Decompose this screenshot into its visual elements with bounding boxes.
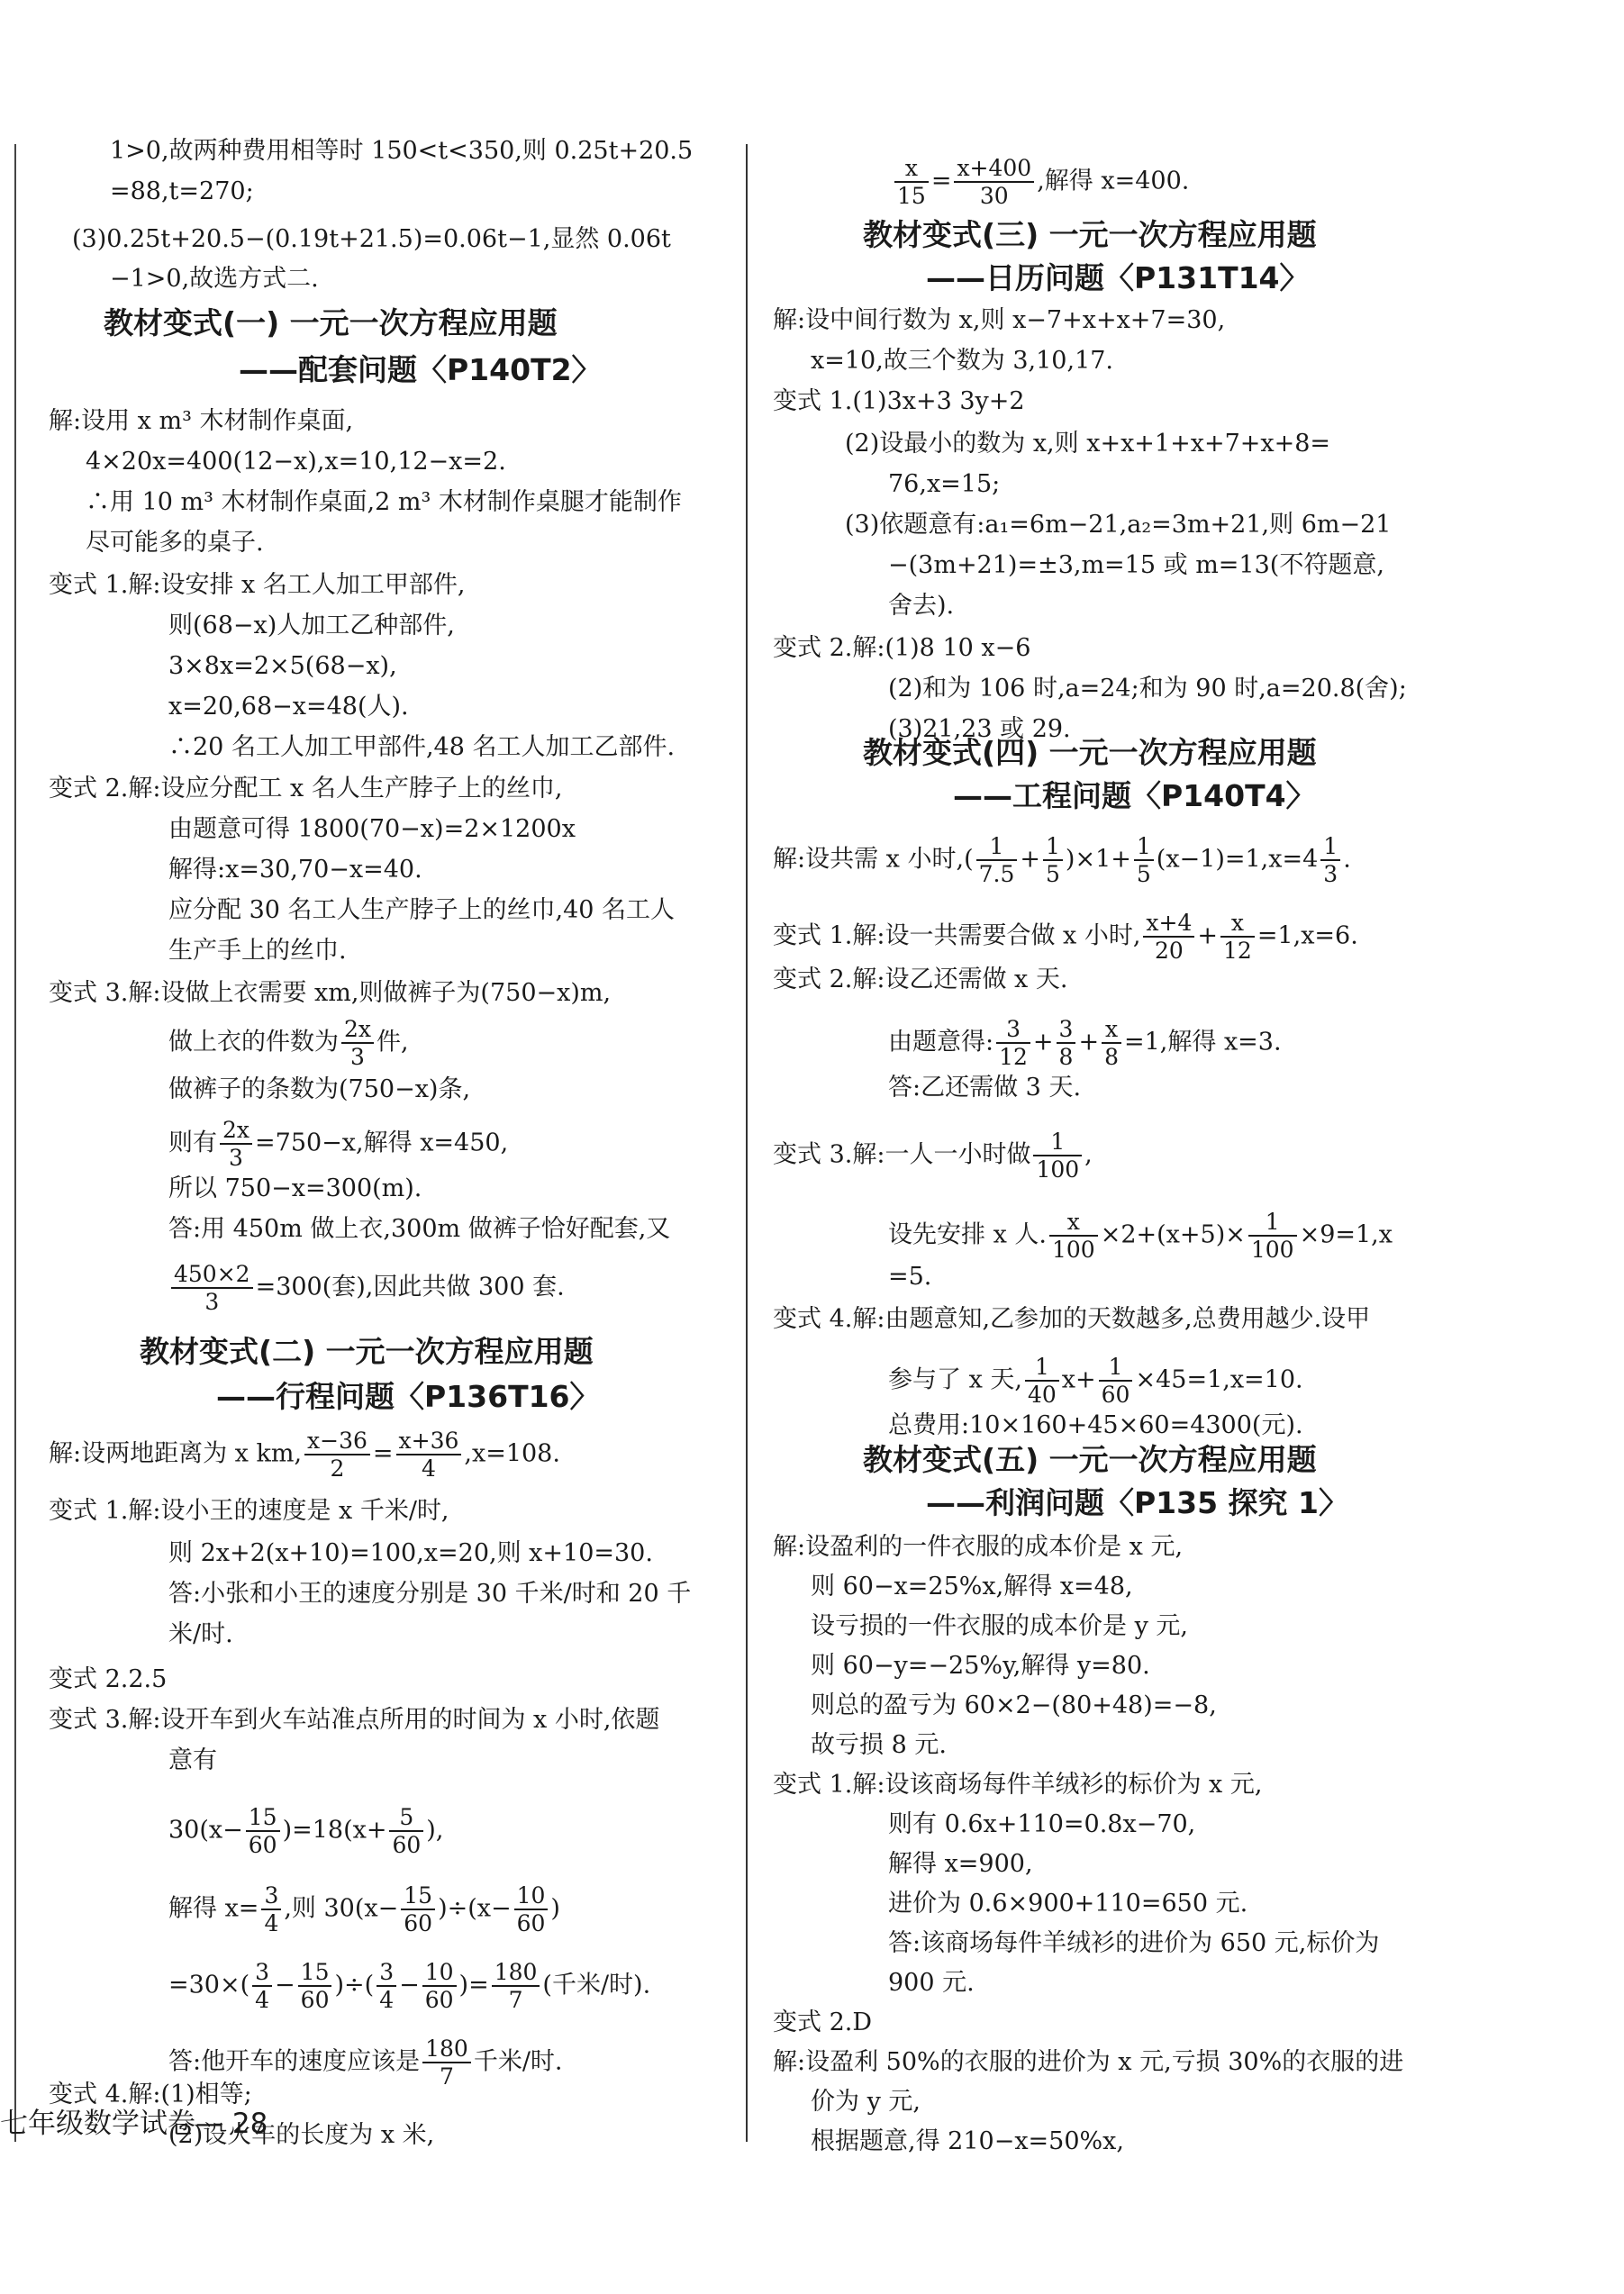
text-line: 则有 0.6x+110=0.8x−70, — [888, 1810, 1196, 1838]
text-line: 总费用:10×160+45×60=4300(元). — [888, 1411, 1303, 1439]
text-line: 答:该商场每件羊绒衫的进价为 650 元,标价为 — [888, 1929, 1380, 1957]
text-line: 尽可能多的桌子. — [86, 529, 264, 557]
text-line: 30(x− $\frac{15}{60}$ )=18(x+ $\frac{5}{60}$ ), — [168, 1804, 444, 1858]
section-heading: 教材变式(四) 一元一次方程应用题 — [863, 735, 1317, 770]
text-line: 900 元. — [888, 1969, 975, 1997]
section-subheading: ——工程问题〈P140T4〉 — [953, 778, 1316, 813]
text-line: 解:设用 x m³ 木材制作桌面, — [49, 407, 354, 435]
section-heading: 教材变式(三) 一元一次方程应用题 — [863, 217, 1317, 252]
text-line: 解得:x=30,70−x=40. — [168, 856, 422, 884]
text-line: 变式 2.D — [773, 2008, 872, 2036]
text-line: (3)0.25t+20.5−(0.19t+21.5)=0.06t−1,显然 0.06t — [72, 225, 671, 253]
text-line: −(3m+21)=±3,m=15 或 m=13(不符题意, — [888, 551, 1384, 579]
text-line: 1>0,故两种费用相等时 150<t<350,则 0.25t+20.5 — [110, 137, 694, 165]
left-margin-rule — [14, 144, 16, 2142]
text-line: 3×8x=2×5(68−x), — [168, 652, 397, 680]
text-line: 变式 1.(1)3x+3 3y+2 — [773, 387, 1025, 415]
text-line: $\frac{450\times 2}{3}$ =300(套),因此共做 300 套. — [168, 1261, 565, 1315]
text-line: 解:设两地距离为 x km, $\frac{x-36}{2}$ = $\frac{x+36}{4}$ ,x=108. — [49, 1428, 560, 1482]
text-line: −1>0,故选方式二. — [110, 265, 319, 293]
text-line: (3)依题意有:a₁=6m−21,a₂=3m+21,则 6m−21 — [845, 511, 1392, 539]
section-heading: 教材变式(二) 一元一次方程应用题 — [140, 1334, 594, 1369]
text-line: 变式 3.解:设做上衣需要 xm,则做裤子为(750−x)m, — [49, 979, 612, 1007]
text-line: 设亏损的一件衣服的成本价是 y 元, — [811, 1612, 1189, 1640]
text-line: 答:乙还需做 3 天. — [888, 1074, 1082, 1102]
text-line: 意有 — [168, 1746, 217, 1774]
text-line: ∴用 10 m³ 木材制作桌面,2 m³ 木材制作桌腿才能制作 — [86, 488, 682, 516]
text-line: 变式 3.解:设开车到火车站准点所用的时间为 x 小时,依题 — [49, 1706, 660, 1734]
text-line: (2)设最小的数为 x,则 x+x+1+x+7+x+8= — [845, 430, 1331, 458]
text-line: 变式 2.解:设乙还需做 x 天. — [773, 966, 1068, 993]
text-line: 变式 2.解:(1)8 10 x−6 — [773, 634, 1031, 662]
text-line: 则有 $\frac{2x}{3}$ =750−x,解得 x=450, — [168, 1117, 509, 1171]
page-footer: 七年级数学试卷— 28 — [0, 2108, 268, 2140]
text-line: 舍去). — [888, 592, 955, 620]
text-line: 解得 x=900, — [888, 1850, 1033, 1878]
text-line: 应分配 30 名工人生产脖子上的丝巾,40 名工人 — [168, 896, 676, 924]
text-line: $\frac{x}{15}$ = $\frac{x+400}{30}$ ,解得 x=400. — [892, 155, 1189, 209]
text-line: 则 2x+2(x+10)=100,x=20,则 x+10=30. — [168, 1539, 653, 1567]
column-divider — [746, 144, 748, 2142]
text-line: 变式 1.解:设一共需要合做 x 小时, $\frac{x+4}{20}$ + $\frac{x}{12}$ =1,x=6. — [773, 910, 1358, 964]
text-line: 解:设盈利的一件衣服的成本价是 x 元, — [773, 1533, 1184, 1561]
text-line: 变式 4.解:(1)相等; — [49, 2081, 252, 2108]
text-line: (2)和为 106 时,a=24;和为 90 时,a=20.8(舍); — [888, 675, 1407, 703]
text-line: 价为 y 元, — [811, 2088, 921, 2116]
text-line: 则 60−y=−25%y,解得 y=80. — [811, 1652, 1150, 1680]
text-line: 故亏损 8 元. — [811, 1731, 947, 1759]
section-heading: 教材变式(一) 一元一次方程应用题 — [104, 305, 558, 340]
text-line: 由题意可得 1800(70−x)=2×1200x — [168, 815, 576, 843]
text-line: =5. — [888, 1263, 932, 1291]
text-line: 由题意得: $\frac{3}{12}$ + $\frac{3}{8}$ + $\frac{x}{8}$ =1,解得 x=3. — [888, 1016, 1282, 1070]
text-line: 设先安排 x 人. $\frac{x}{100}$ ×2+(x+5)× $\frac{1}{100}$ ×9=1,x — [888, 1209, 1393, 1263]
section-heading: 教材变式(五) 一元一次方程应用题 — [863, 1442, 1317, 1477]
text-line: 答:用 450m 做上衣,300m 做裤子恰好配套,又 — [168, 1215, 671, 1243]
text-line: 解:设盈利 50%的衣服的进价为 x 元,亏损 30%的衣服的进 — [773, 2048, 1404, 2076]
text-line: x=20,68−x=48(人). — [168, 693, 409, 721]
text-line: 则 60−x=25%x,解得 x=48, — [811, 1573, 1133, 1600]
section-subheading: ——行程问题〈P136T16〉 — [216, 1379, 600, 1414]
text-line: 答:他开车的速度应该是 $\frac{180}{7}$ 千米/时. — [168, 2036, 563, 2090]
text-line: 所以 750−x=300(m). — [168, 1174, 422, 1202]
text-line: 做上衣的件数为 $\frac{2x}{3}$ 件, — [168, 1016, 409, 1070]
text-line: 做裤子的条数为(750−x)条, — [168, 1075, 471, 1103]
text-line: 变式 2.解:设应分配工 x 名人生产脖子上的丝巾, — [49, 775, 563, 802]
text-line: =88,t=270; — [110, 177, 254, 205]
section-subheading: ——日历问题〈P131T14〉 — [926, 260, 1310, 295]
text-line: 4×20x=400(12−x),x=10,12−x=2. — [86, 448, 506, 476]
section-subheading: ——配套问题〈P140T2〉 — [239, 352, 602, 387]
text-line: 则总的盈亏为 60×2−(80+48)=−8, — [811, 1691, 1217, 1719]
text-line: 进价为 0.6×900+110=650 元. — [888, 1890, 1248, 1918]
text-line: 生产手上的丝巾. — [168, 937, 347, 965]
text-line: 变式 1.解:设该商场每件羊绒衫的标价为 x 元, — [773, 1771, 1263, 1799]
text-line: 变式 1.解:设安排 x 名工人加工甲部件, — [49, 571, 466, 599]
text-line: 变式 4.解:由题意知,乙参加的天数越多,总费用越少.设甲 — [773, 1305, 1371, 1333]
text-line: 参与了 x 天, $\frac{1}{40}$ x+ $\frac{1}{60}$ ×45=1,x=10. — [888, 1354, 1303, 1408]
text-line: 解:设中间行数为 x,则 x−7+x+x+7=30, — [773, 306, 1226, 334]
text-line: x=10,故三个数为 3,10,17. — [811, 347, 1114, 375]
section-subheading: ——利润问题〈P135 探究 1〉 — [926, 1485, 1349, 1520]
text-line: 变式 3.解:一人一小时做 $\frac{1}{100}$ , — [773, 1129, 1093, 1183]
text-line: (3)21,23 或 29. — [888, 715, 1071, 743]
text-line: =30×( $\frac{3}{4}$ − $\frac{15}{60}$ )÷( $\frac{3}{4}$ − $\frac{10}{60}$ )= $\frac{180}{7}$ (千米/时). — [168, 1959, 651, 2013]
text-line: 米/时. — [168, 1620, 233, 1648]
text-line: 变式 1.解:设小王的速度是 x 千米/时, — [49, 1497, 449, 1525]
text-line: 则(68−x)人加工乙种部件, — [168, 612, 455, 639]
text-line: 76,x=15; — [888, 470, 1001, 498]
text-line: ∴20 名工人加工甲部件,48 名工人加工乙部件. — [168, 733, 676, 761]
text-line: 根据题意,得 210−x=50%x, — [811, 2127, 1124, 2155]
text-line: 答:小张和小王的速度分别是 30 千米/时和 20 千 — [168, 1580, 692, 1608]
text-line: 解:设共需 x 小时,( $\frac{1}{7.5}$ + $\frac{1}{5}$ )×1+ $\frac{1}{5}$ (x−1)=1,x=4 $\frac{1}{3}$ . — [773, 833, 1351, 887]
text-line: 变式 2.2.5 — [49, 1665, 168, 1693]
text-line: (2)设火车的长度为 x 米, — [168, 2121, 435, 2149]
text-line: 解得 x= $\frac{3}{4}$ ,则 30(x− $\frac{15}{60}$ )÷(x− $\frac{10}{60}$ ) — [168, 1882, 560, 1936]
